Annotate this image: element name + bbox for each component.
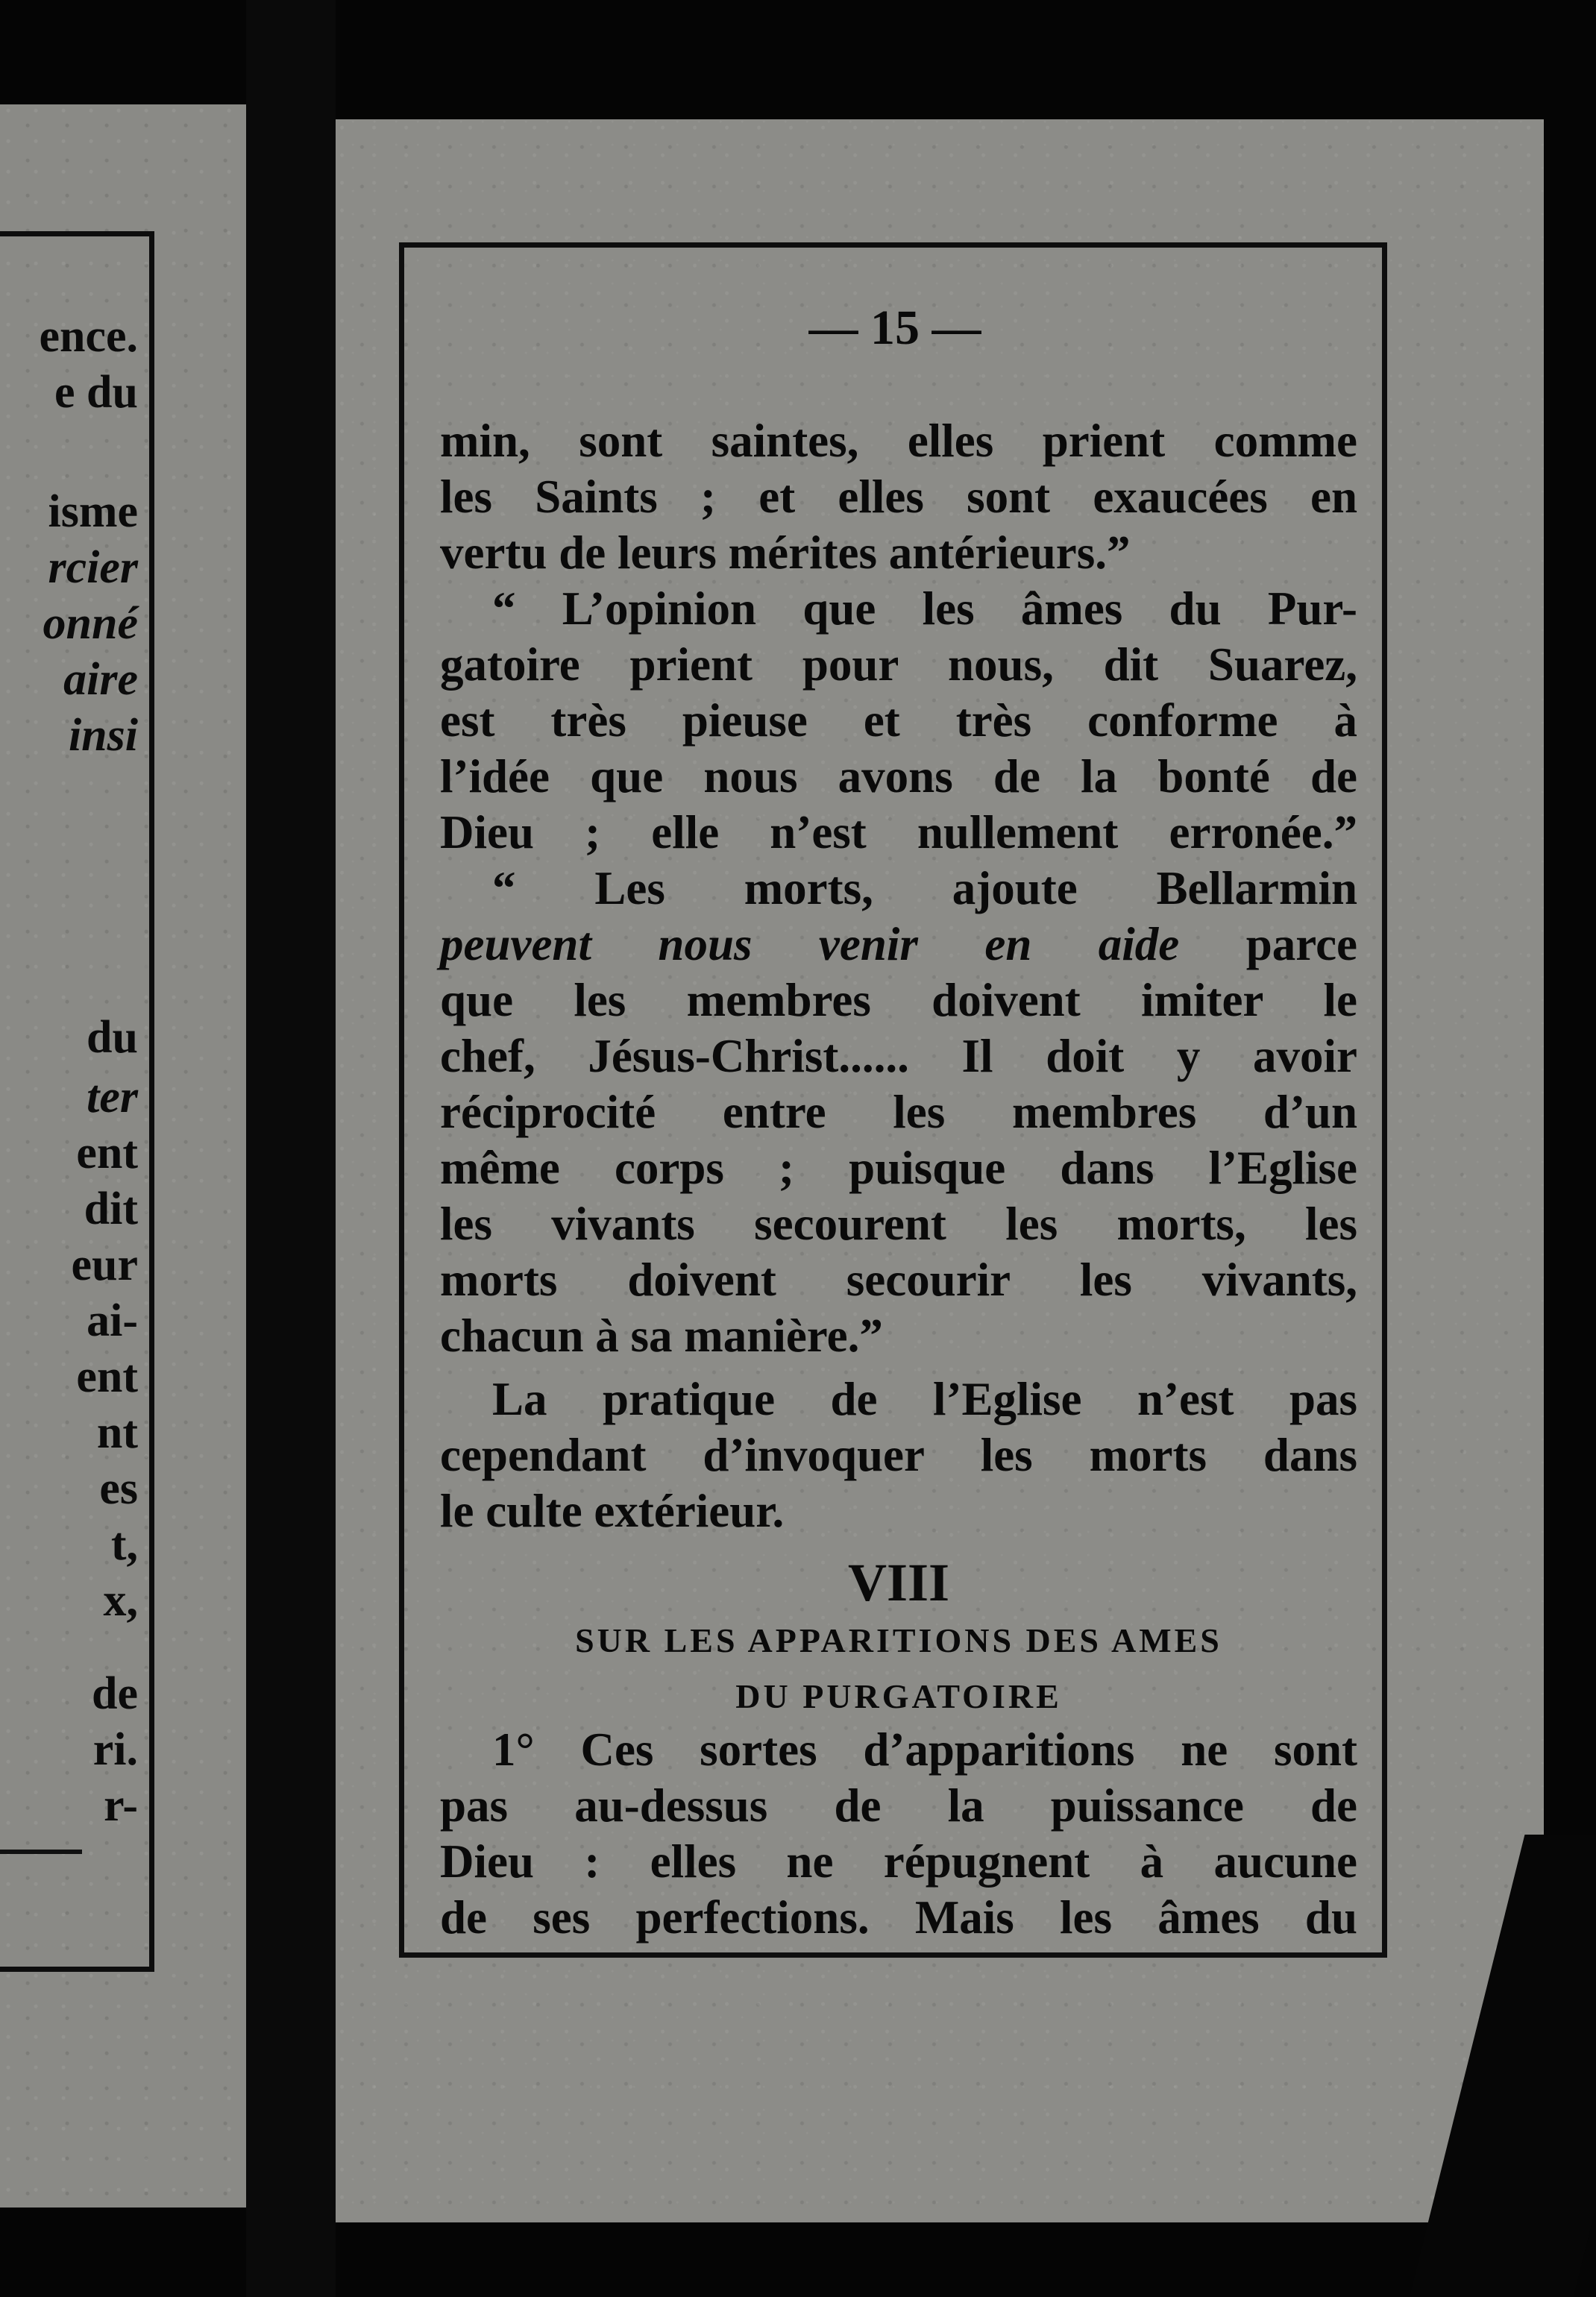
left-page-fragment: dit bbox=[84, 1184, 138, 1234]
left-page-fragment: aire bbox=[63, 654, 138, 705]
left-page-fragment: isme bbox=[48, 486, 138, 537]
text-line: chef, Jésus-Christ...... Il doit y avoir bbox=[440, 1030, 1357, 1082]
left-page-fragment: de bbox=[92, 1668, 138, 1719]
left-page-fragment: insi bbox=[68, 710, 138, 761]
left-page-rule bbox=[0, 1850, 82, 1854]
text-line: 1° Ces sortes d’apparitions ne sont bbox=[492, 1723, 1357, 1776]
text-line: Dieu ; elle n’est nullement erronée.” bbox=[440, 806, 1357, 858]
text-line bbox=[440, 917, 1357, 971]
page-number: — 15 — bbox=[808, 301, 981, 355]
left-page-fragment: e du bbox=[54, 367, 138, 418]
text-line: pas au-dessus de la puissance de bbox=[440, 1779, 1357, 1832]
left-page-fragment: r- bbox=[104, 1780, 138, 1831]
text-line: que les membres doivent imiter le bbox=[440, 974, 1357, 1026]
section-heading: DU PURGATOIRE bbox=[735, 1677, 1062, 1715]
italic-phrase: peuvent nous venir en aide bbox=[440, 918, 1180, 970]
left-page bbox=[0, 104, 246, 2208]
text-line: gatoire prient pour nous, dit Suarez, bbox=[440, 638, 1357, 691]
left-page-fragment: nt bbox=[96, 1407, 138, 1458]
text-line: l’idée que nous avons de la bonté de bbox=[440, 750, 1357, 802]
left-page-fragment: du bbox=[87, 1012, 138, 1063]
section-number: VIII bbox=[847, 1553, 950, 1612]
left-page-fragment: ence. bbox=[39, 311, 138, 362]
text-line: “ Les morts, ajoute Bellarmin bbox=[492, 862, 1357, 914]
text-line: les Saints ; et elles sont exaucées en bbox=[440, 471, 1357, 523]
left-page-fragment: t, bbox=[110, 1519, 138, 1570]
book-gutter bbox=[246, 0, 336, 2297]
text-line: est très pieuse et très conforme à bbox=[440, 694, 1357, 747]
text-line: cependant d’invoquer les morts dans bbox=[440, 1429, 1357, 1481]
text-line: “ L’opinion que les âmes du Pur- bbox=[492, 582, 1357, 635]
left-page-fragment: ai- bbox=[87, 1295, 138, 1346]
left-page-fragment: rcier bbox=[48, 542, 138, 593]
left-page-fragment: x, bbox=[103, 1575, 138, 1626]
left-page-fragment: ter bbox=[87, 1072, 138, 1122]
text-line: La pratique de l’Eglise n’est pas bbox=[492, 1373, 1357, 1425]
text-fragment: parce bbox=[1245, 918, 1357, 970]
text-line: vertu de leurs mérites antérieurs.” bbox=[440, 527, 1131, 579]
text-line: min, sont saintes, elles prient comme bbox=[440, 415, 1357, 467]
text-line: chacun à sa manière.” bbox=[440, 1310, 883, 1362]
text-line: même corps ; puisque dans l’Eglise bbox=[440, 1142, 1357, 1194]
left-page-fragment: ent bbox=[76, 1128, 138, 1178]
section-heading: SUR LES APPARITIONS DES AMES bbox=[575, 1621, 1222, 1659]
left-page-fragment: eur bbox=[71, 1239, 138, 1290]
text-line: les vivants secourent les morts, les bbox=[440, 1198, 1357, 1250]
page-corner-shadow bbox=[1380, 1835, 1596, 2297]
left-page-fragment: ent bbox=[76, 1351, 138, 1402]
text-line: Dieu : elles ne répugnent à aucune bbox=[440, 1835, 1357, 1888]
text-line: morts doivent secourir les vivants, bbox=[440, 1254, 1357, 1306]
left-page-fragment: ri. bbox=[92, 1724, 138, 1775]
left-page-fragment: es bbox=[99, 1463, 138, 1514]
text-line: le culte extérieur. bbox=[440, 1485, 785, 1537]
text-line: réciprocité entre les membres d’un bbox=[440, 1086, 1357, 1138]
text-line: de ses perfections. Mais les âmes du bbox=[440, 1891, 1357, 1944]
left-page-fragment: onné bbox=[43, 598, 138, 649]
